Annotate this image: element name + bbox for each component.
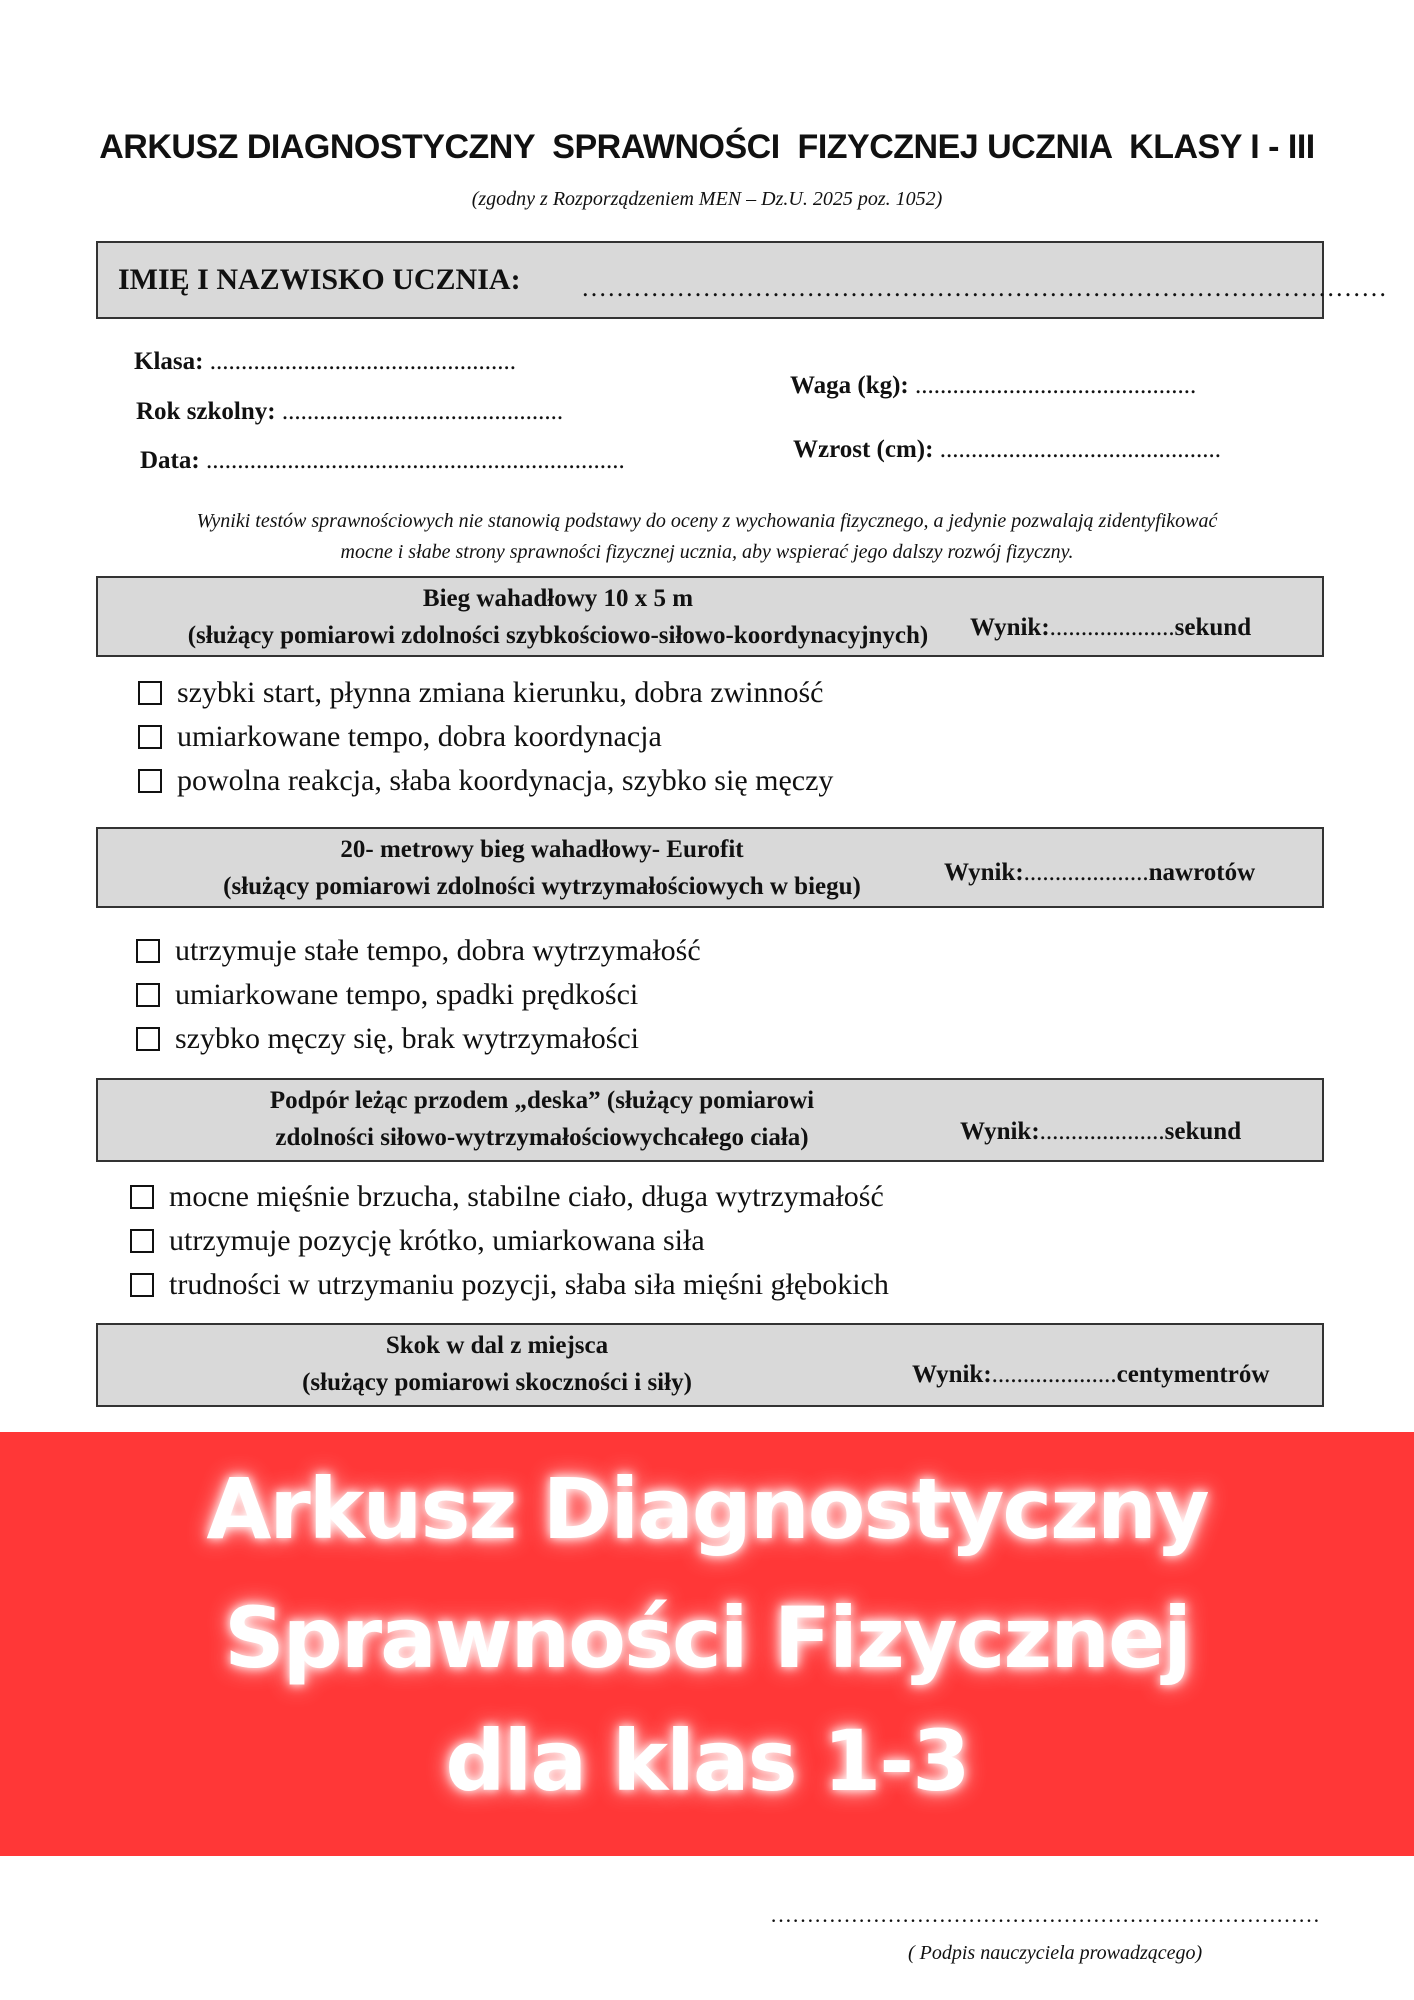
test-result-field[interactable] bbox=[944, 859, 1255, 887]
option-row[interactable] bbox=[136, 934, 701, 968]
test-name-line-1: Skok w dal z miejsca bbox=[385, 1332, 609, 1359]
checkbox[interactable] bbox=[136, 939, 160, 963]
banner-title-line-3: dla klas 1-3 bbox=[445, 1712, 969, 1810]
weight-label: Waga (kg): bbox=[790, 372, 909, 399]
test-name bbox=[102, 580, 1014, 654]
banner-title-line-1: Arkusz Diagnostyczny bbox=[206, 1460, 1208, 1558]
banner-title-line-2: Sprawności Fizycznej bbox=[224, 1589, 1190, 1687]
signature-label: ( Podpis nauczyciela prowadzącego) bbox=[908, 1942, 1203, 1964]
option-label: utrzymuje pozycję krótko, umiarkowana siła bbox=[169, 1224, 705, 1257]
test-result-field[interactable] bbox=[912, 1361, 1269, 1389]
date-dots: ................................................................... bbox=[205, 447, 625, 474]
result-dots: .................... bbox=[991, 1361, 1117, 1388]
result-label: Wynik: bbox=[912, 1361, 992, 1388]
checkbox[interactable] bbox=[136, 1027, 160, 1051]
test-name-line-2: zdolności siłowo-wytrzymałościowychcałego ciała) bbox=[275, 1124, 809, 1151]
option-row[interactable] bbox=[138, 764, 833, 798]
option-row[interactable] bbox=[136, 978, 638, 1012]
option-row[interactable] bbox=[130, 1268, 889, 1302]
disclaimer-line-1: Wyniki testów sprawnościowych nie stanowią podstawy do oceny z wychowania fizycznego, a jedynie pozwalają zidentyfikować bbox=[196, 510, 1218, 532]
test-box-eurofit-run bbox=[96, 827, 1324, 908]
height-field[interactable] bbox=[793, 436, 1221, 464]
test-name bbox=[102, 1082, 982, 1156]
result-label: Wynik: bbox=[944, 859, 1024, 886]
checkbox[interactable] bbox=[130, 1229, 154, 1253]
test-name-line-1: Podpór leżąc przodem „deska” (służący pomiarowi bbox=[269, 1087, 815, 1114]
test-result-field[interactable] bbox=[960, 1118, 1241, 1146]
checkbox[interactable] bbox=[138, 681, 162, 705]
result-label: Wynik: bbox=[970, 614, 1050, 641]
checkbox[interactable] bbox=[130, 1185, 154, 1209]
result-dots: .................... bbox=[1023, 859, 1149, 886]
test-name bbox=[102, 1327, 892, 1401]
option-label: mocne mięśnie brzucha, stabilne ciało, długa wytrzymałość bbox=[169, 1180, 884, 1213]
option-label: utrzymuje stałe tempo, dobra wytrzymałość bbox=[175, 934, 701, 967]
class-field[interactable] bbox=[134, 348, 516, 376]
date-field[interactable] bbox=[140, 447, 625, 475]
option-label: umiarkowane tempo, dobra koordynacja bbox=[177, 720, 662, 753]
school-year-field[interactable] bbox=[136, 398, 563, 426]
class-dots: ................................................. bbox=[209, 348, 516, 375]
result-dots: .................... bbox=[1039, 1118, 1165, 1145]
weight-field[interactable] bbox=[790, 372, 1196, 400]
disclaimer-line-2: mocne i słabe strony sprawności fizycznej ucznia, aby wspierać jego dalszy rozwój fizyczny. bbox=[340, 541, 1074, 563]
student-name-box bbox=[96, 241, 1387, 319]
test-name-line-1: Bieg wahadłowy 10 x 5 m bbox=[422, 585, 694, 612]
result-unit: centymentrów bbox=[1116, 1361, 1270, 1388]
option-row[interactable] bbox=[130, 1180, 884, 1214]
option-label: powolna reakcja, słaba koordynacja, szybko się męczy bbox=[177, 764, 834, 797]
test-name bbox=[102, 831, 982, 905]
result-unit: sekund bbox=[1174, 614, 1252, 641]
option-row[interactable] bbox=[130, 1224, 705, 1258]
disclaimer-note bbox=[100, 506, 1314, 568]
student-name-label: IMIĘ I NAZWISKO UCZNIA: bbox=[118, 263, 521, 296]
result-unit: nawrotów bbox=[1148, 859, 1256, 886]
option-label: umiarkowane tempo, spadki prędkości bbox=[175, 978, 639, 1011]
height-dots: ............................................. bbox=[939, 436, 1221, 463]
option-row[interactable] bbox=[138, 720, 662, 754]
test-name-line-2: (służący pomiarowi skoczności i siły) bbox=[302, 1369, 692, 1396]
option-label: szybki start, płynna zmiana kierunku, dobra zwinność bbox=[177, 676, 824, 709]
student-name-field[interactable]: ………………………………………………………………………………… bbox=[581, 273, 1387, 302]
signature-field[interactable]: ………………………………………………………………… bbox=[770, 1902, 1320, 1927]
checkbox[interactable] bbox=[130, 1273, 154, 1297]
option-row[interactable] bbox=[136, 1022, 639, 1056]
result-label: Wynik: bbox=[960, 1118, 1040, 1145]
result-dots: .................... bbox=[1049, 614, 1175, 641]
weight-dots: ............................................. bbox=[915, 372, 1197, 399]
school-year-label: Rok szkolny: bbox=[136, 398, 276, 425]
result-unit: sekund bbox=[1164, 1118, 1242, 1145]
option-row[interactable] bbox=[138, 676, 824, 710]
option-label: szybko męczy się, brak wytrzymałości bbox=[175, 1022, 640, 1055]
checkbox[interactable] bbox=[138, 725, 162, 749]
test-box-standing-jump bbox=[96, 1323, 1324, 1407]
page-title: ARKUSZ DIAGNOSTYCZNY SPRAWNOŚCI FIZYCZNEJ UCZNIA KLASY I - III bbox=[99, 128, 1315, 166]
checkbox[interactable] bbox=[138, 769, 162, 793]
checkbox[interactable] bbox=[136, 983, 160, 1007]
school-year-dots: ............................................. bbox=[281, 398, 564, 425]
page-subtitle: (zgodny z Rozporządzeniem MEN – Dz.U. 2025 poz. 1052) bbox=[471, 188, 943, 210]
test-result-field[interactable] bbox=[970, 614, 1251, 642]
test-name-line-2: (służący pomiarowi zdolności wytrzymałościowych w biegu) bbox=[223, 873, 861, 900]
test-box-plank bbox=[96, 1078, 1324, 1162]
date-label: Data: bbox=[140, 447, 200, 474]
option-label: trudności w utrzymaniu pozycji, słaba siła mięśni głębokich bbox=[169, 1268, 889, 1301]
test-box-shuttle-run bbox=[96, 576, 1324, 657]
class-label: Klasa: bbox=[134, 348, 204, 375]
height-label: Wzrost (cm): bbox=[793, 436, 934, 463]
test-name-line-2: (służący pomiarowi zdolności szybkościowo-siłowo-koordynacyjnych) bbox=[187, 622, 929, 649]
test-name-line-1: 20- metrowy bieg wahadłowy- Eurofit bbox=[340, 836, 744, 863]
